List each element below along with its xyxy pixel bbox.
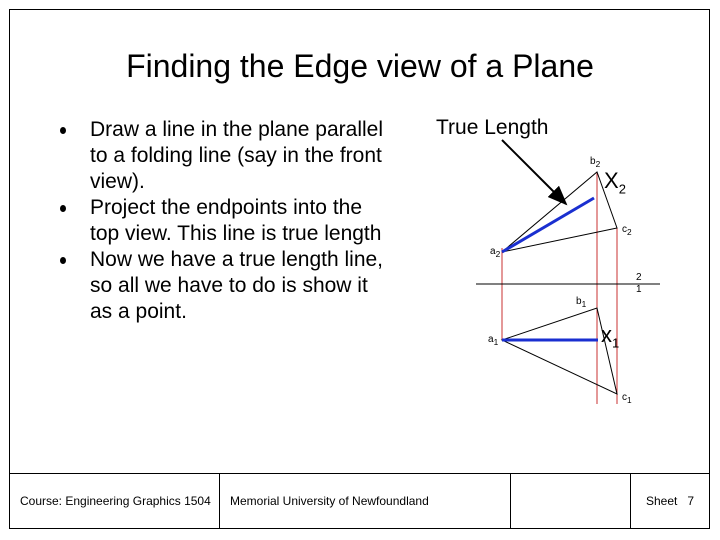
bullet-line: top view. This line is true length xyxy=(90,222,382,245)
footer xyxy=(9,473,710,530)
true-length-arrow xyxy=(502,140,566,204)
point-label-a2: $a_2$ xyxy=(490,246,501,259)
top-view-triangle xyxy=(502,308,620,394)
view-direction-x1-label: $x_1$ xyxy=(601,322,620,351)
point-label-a1: $a_1$ xyxy=(488,334,499,347)
sheet-label: Sheet xyxy=(645,494,678,508)
true-length-label: True Length xyxy=(436,116,549,139)
bullet-line: Draw a line in the plane parallel xyxy=(90,118,384,141)
point-label-c1: $c_1$ xyxy=(622,392,632,405)
view-direction-x2-label: $X_2$ xyxy=(604,168,626,197)
bullet-line: view). xyxy=(90,170,145,193)
footer-blank-cell xyxy=(510,473,631,529)
front-view-parallel-line xyxy=(502,198,594,252)
slide-title: Finding the Edge view of a Plane xyxy=(126,48,594,84)
footer-sheet xyxy=(630,473,710,529)
bullet-line: Now we have a true length line, xyxy=(90,248,384,271)
point-label-c2: $c_2$ xyxy=(622,224,632,237)
point-label-b1: $b_1$ xyxy=(576,296,587,309)
bullet-line: as a point. xyxy=(90,300,187,323)
sheet-number: 7 xyxy=(687,494,695,508)
bullet-line: so all we have to do is show it xyxy=(90,274,368,297)
bullet-line: Project the endpoints into the xyxy=(90,196,363,219)
fold-label-top: 2 xyxy=(636,272,642,283)
footer-university: Memorial University of Newfoundland xyxy=(219,473,511,529)
footer-course: Course: Engineering Graphics 1504 xyxy=(9,473,220,529)
fold-label-bottom: 1 xyxy=(636,284,642,295)
bullet-line: to a folding line (say in the front xyxy=(90,144,382,167)
front-view-triangle xyxy=(502,172,617,252)
point-label-b2: $b_2$ xyxy=(590,156,601,169)
